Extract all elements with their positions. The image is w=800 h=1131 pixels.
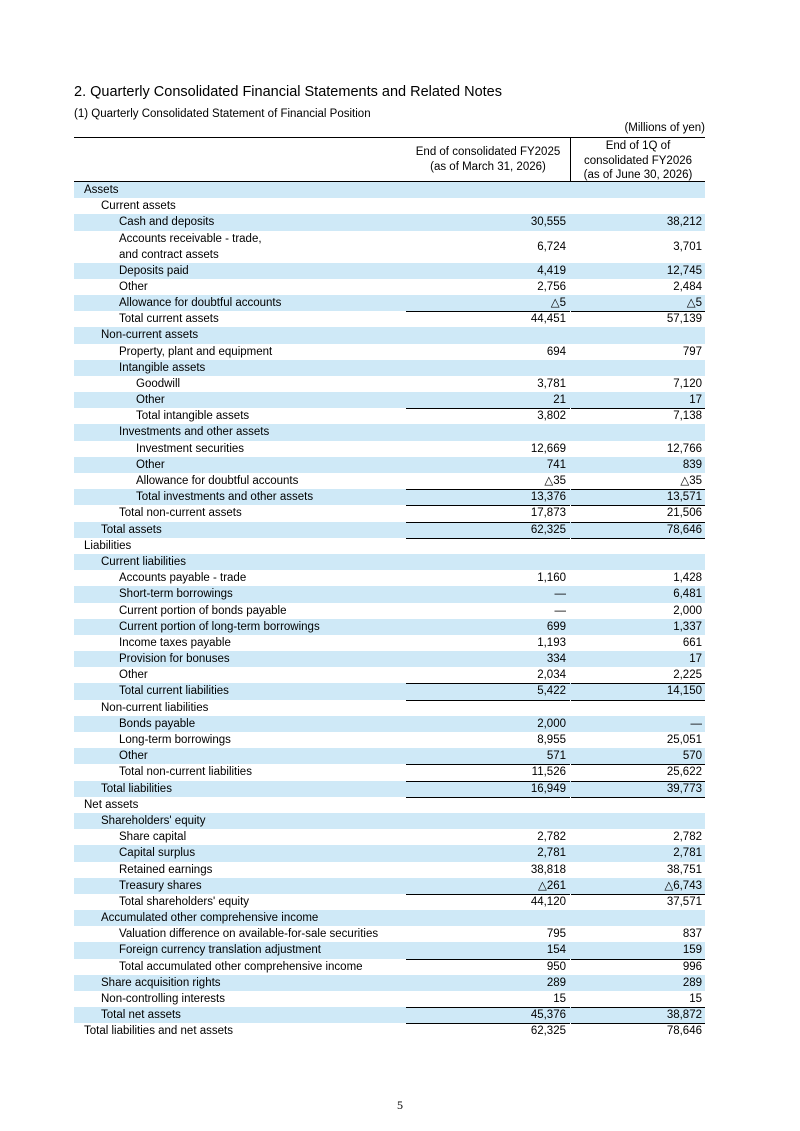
value-fy2025: 2,781 (537, 847, 566, 860)
column-header-1q-line3: (as of June 30, 2026) (583, 169, 693, 181)
value-1q-fy2026: 38,872 (666, 1009, 702, 1022)
value-fy2025: 795 (546, 928, 566, 941)
table-row (74, 263, 705, 279)
table-row (74, 894, 705, 910)
table-row (74, 279, 705, 295)
table-row (74, 198, 705, 214)
value-fy2025: 62,325 (530, 1025, 566, 1038)
value-fy2025: △35 (544, 475, 566, 487)
row-label: Bonds payable (119, 717, 196, 730)
table-row (74, 1023, 705, 1039)
value-fy2025: 571 (546, 750, 566, 763)
value-1q-fy2026: 17 (689, 394, 702, 407)
row-label: Allowance for doubtful accounts (136, 475, 299, 487)
value-fy2025: 1,160 (537, 572, 566, 585)
value-fy2025: 44,451 (530, 313, 566, 326)
table-row (74, 667, 705, 683)
table-row (74, 295, 705, 311)
table-row (74, 975, 705, 991)
row-label: Non-controlling interests (101, 993, 226, 1005)
value-1q-fy2026: 1,428 (673, 572, 702, 585)
table-row (74, 764, 705, 780)
table-row (74, 732, 705, 748)
row-label: Total current assets (119, 313, 219, 326)
table-row (74, 344, 705, 360)
value-1q-fy2026: 37,571 (666, 895, 702, 908)
table-row (74, 441, 705, 457)
value-1q-fy2026: 12,766 (666, 442, 702, 455)
value-fy2025: 4,419 (537, 264, 566, 277)
row-label-line2: and contract assets (119, 248, 219, 261)
value-fy2025: 11,526 (531, 766, 566, 779)
value-fy2025: 5,422 (537, 685, 566, 698)
table-row (74, 586, 705, 602)
units-note: (Millions of yen) (624, 122, 705, 134)
value-fy2025: 21 (553, 394, 566, 407)
table-row (74, 813, 705, 829)
value-1q-fy2026: 7,120 (673, 377, 702, 390)
value-1q-fy2026: 570 (682, 750, 702, 763)
column-header-fy2025 (406, 145, 570, 175)
value-fy2025: 38,818 (530, 863, 566, 876)
row-label: Liabilities (84, 539, 132, 552)
total-rule (406, 700, 570, 701)
value-fy2025: 62,325 (530, 523, 566, 536)
table-row (74, 683, 705, 699)
table-row (74, 910, 705, 926)
row-label: Investment securities (136, 442, 245, 455)
value-1q-fy2026: 78,646 (666, 1025, 702, 1038)
row-label: Total assets (101, 523, 162, 536)
row-label: Total accumulated other comprehensive income (119, 960, 363, 973)
value-1q-fy2026: 12,745 (666, 264, 702, 277)
table-top-rule (74, 137, 705, 138)
row-label: Other (119, 280, 148, 293)
table-row (74, 376, 705, 392)
row-label: Total non-current assets (119, 507, 242, 520)
value-fy2025: 16,949 (530, 782, 566, 795)
table-row (74, 473, 705, 489)
value-fy2025: 2,034 (537, 669, 566, 682)
row-label: Provision for bonuses (119, 653, 230, 666)
value-1q-fy2026: 39,773 (666, 782, 702, 795)
value-fy2025: 44,120 (530, 895, 566, 908)
column-header-1q-line2: consolidated FY2026 (583, 154, 693, 167)
value-1q-fy2026: 2,000 (673, 604, 702, 617)
value-fy2025: 30,555 (530, 216, 566, 229)
value-1q-fy2026: 7,138 (673, 410, 702, 423)
row-label: Shareholders' equity (101, 814, 206, 827)
table-row (74, 700, 705, 716)
row-label: Cash and deposits (119, 216, 215, 229)
total-rule (571, 797, 705, 798)
value-1q-fy2026: 6,481 (673, 588, 702, 601)
total-rule (571, 538, 705, 539)
value-fy2025: 2,000 (537, 717, 566, 730)
value-fy2025: — (554, 604, 566, 617)
table-row (74, 489, 705, 505)
row-label: Total shareholders' equity (119, 895, 250, 908)
row-label-line1: Accounts receivable - trade, (119, 232, 262, 245)
value-fy2025: 8,955 (537, 734, 566, 746)
total-rule (406, 538, 570, 539)
table-row (74, 538, 705, 554)
table-row (74, 635, 705, 651)
row-label: Deposits paid (119, 264, 189, 277)
table-row (74, 991, 705, 1007)
value-1q-fy2026: 2,782 (673, 831, 702, 844)
value-1q-fy2026: 25,051 (666, 734, 702, 746)
table-row (74, 878, 705, 894)
row-label: Assets (84, 184, 119, 196)
value-1q-fy2026: 13,571 (666, 491, 702, 504)
table-row (74, 522, 705, 538)
value-1q-fy2026: 14,150 (666, 685, 702, 698)
value-1q-fy2026: △5 (686, 296, 702, 309)
value-fy2025: 699 (546, 620, 566, 633)
row-label: Income taxes payable (119, 636, 231, 649)
row-label: Investments and other assets (119, 426, 270, 439)
row-label: Share acquisition rights (101, 976, 221, 989)
row-label: Total investments and other assets (136, 491, 314, 504)
row-label: Current portion of long-term borrowings (119, 620, 320, 633)
row-label: Total current liabilities (119, 685, 229, 698)
table-row (74, 942, 705, 958)
value-1q-fy2026: 38,212 (666, 216, 702, 229)
value-1q-fy2026: 25,622 (666, 766, 702, 779)
table-row (74, 424, 705, 440)
table-row (74, 408, 705, 424)
value-1q-fy2026: 3,701 (673, 240, 702, 253)
column-header-1q-line1: End of 1Q of (605, 140, 671, 152)
value-fy2025: 154 (546, 944, 566, 957)
row-label: Other (119, 750, 148, 763)
row-label: Capital surplus (119, 847, 196, 860)
row-label: Long-term borrowings (119, 734, 231, 746)
value-fy2025: 289 (546, 976, 566, 989)
table-row (74, 231, 705, 263)
row-label: Intangible assets (119, 361, 206, 374)
value-1q-fy2026: 2,484 (673, 280, 702, 293)
row-label: Other (136, 394, 165, 407)
value-fy2025: 694 (546, 345, 566, 358)
column-header-fy2025-line2: (as of March 31, 2026) (430, 161, 546, 173)
table-row (74, 457, 705, 473)
table-row (74, 748, 705, 764)
row-label: Total net assets (101, 1009, 181, 1022)
row-label: Current liabilities (101, 555, 187, 568)
row-label: Property, plant and equipment (119, 345, 273, 358)
value-fy2025: 15 (553, 993, 566, 1005)
row-label: Current assets (101, 200, 176, 213)
table-row (74, 554, 705, 570)
section-title: 2. Quarterly Consolidated Financial Statements and Related Notes (74, 84, 502, 100)
table-row (74, 1007, 705, 1023)
value-fy2025: 3,802 (537, 410, 566, 423)
value-fy2025: 13,376 (530, 491, 566, 504)
value-fy2025: 45,376 (530, 1009, 566, 1022)
table-row (74, 829, 705, 845)
table-row (74, 360, 705, 376)
table-row (74, 214, 705, 230)
value-1q-fy2026: 2,225 (673, 669, 702, 682)
table-row (74, 845, 705, 861)
table-row (74, 781, 705, 797)
row-label: Total liabilities and net assets (84, 1025, 233, 1038)
value-fy2025: 334 (546, 653, 566, 666)
row-label: Share capital (119, 831, 187, 844)
table-row (74, 926, 705, 942)
row-label: Total intangible assets (136, 410, 250, 423)
value-1q-fy2026: 289 (682, 976, 702, 989)
value-1q-fy2026: 837 (682, 928, 702, 941)
row-label (119, 231, 262, 263)
value-fy2025: — (554, 588, 566, 601)
value-fy2025: △261 (537, 879, 566, 892)
table-row (74, 603, 705, 619)
value-1q-fy2026: △35 (680, 475, 702, 487)
row-label: Allowance for doubtful accounts (119, 296, 282, 309)
table-row (74, 716, 705, 732)
table-row (74, 182, 705, 198)
value-1q-fy2026: 15 (689, 993, 702, 1005)
value-fy2025: 950 (546, 960, 566, 973)
financial-position-table (74, 182, 705, 1040)
column-header-1q-fy2026 (571, 139, 705, 183)
value-fy2025: 17,873 (530, 507, 566, 520)
value-fy2025: 6,724 (537, 240, 566, 253)
page-number: 5 (397, 1098, 403, 1112)
table-row (74, 619, 705, 635)
value-1q-fy2026: 57,139 (666, 313, 702, 326)
row-label: Current portion of bonds payable (119, 604, 287, 617)
table-row (74, 311, 705, 327)
table-row (74, 392, 705, 408)
value-1q-fy2026: 2,781 (673, 847, 702, 860)
value-1q-fy2026: 78,646 (666, 523, 702, 536)
row-label: Short-term borrowings (119, 588, 233, 601)
table-row (74, 570, 705, 586)
row-label: Accounts payable - trade (119, 572, 247, 585)
row-label: Foreign currency translation adjustment (119, 944, 321, 957)
value-1q-fy2026: 661 (682, 636, 702, 649)
total-rule (571, 700, 705, 701)
row-label: Non-current assets (101, 329, 199, 342)
table-row (74, 959, 705, 975)
row-label: Total liabilities (101, 782, 172, 795)
value-fy2025: 1,193 (537, 636, 566, 649)
row-label: Total non-current liabilities (119, 766, 252, 779)
row-label: Accumulated other comprehensive income (101, 912, 319, 925)
value-fy2025: 3,781 (537, 377, 566, 390)
row-label: Goodwill (136, 377, 181, 390)
row-label: Treasury shares (119, 879, 202, 892)
value-fy2025: 2,756 (537, 280, 566, 293)
total-rule (406, 797, 570, 798)
column-header-fy2025-line1: End of consolidated FY2025 (415, 146, 561, 158)
value-1q-fy2026: 797 (682, 345, 702, 358)
value-fy2025: 741 (546, 458, 566, 471)
value-1q-fy2026: 996 (682, 960, 702, 973)
value-1q-fy2026: 17 (689, 653, 702, 666)
statement-subtitle: (1) Quarterly Consolidated Statement of Financial Position (74, 108, 371, 120)
value-1q-fy2026: 1,337 (673, 620, 702, 633)
row-label: Valuation difference on available-for-sale securities (119, 928, 379, 941)
value-1q-fy2026: △6,743 (664, 879, 702, 892)
row-label: Retained earnings (119, 863, 213, 876)
row-label: Other (136, 458, 165, 471)
table-row (74, 862, 705, 878)
value-fy2025: △5 (550, 296, 566, 309)
table-row (74, 327, 705, 343)
row-label: Non-current liabilities (101, 701, 209, 714)
value-1q-fy2026: 159 (682, 944, 702, 957)
table-row (74, 797, 705, 813)
value-fy2025: 2,782 (537, 831, 566, 844)
table-row (74, 651, 705, 667)
value-1q-fy2026: 21,506 (666, 507, 702, 520)
value-1q-fy2026: 839 (682, 458, 702, 471)
row-label: Net assets (84, 798, 139, 811)
table-row (74, 505, 705, 521)
value-1q-fy2026: 38,751 (666, 863, 702, 876)
row-label: Other (119, 669, 148, 682)
value-1q-fy2026: — (690, 717, 702, 730)
value-fy2025: 12,669 (530, 442, 566, 455)
